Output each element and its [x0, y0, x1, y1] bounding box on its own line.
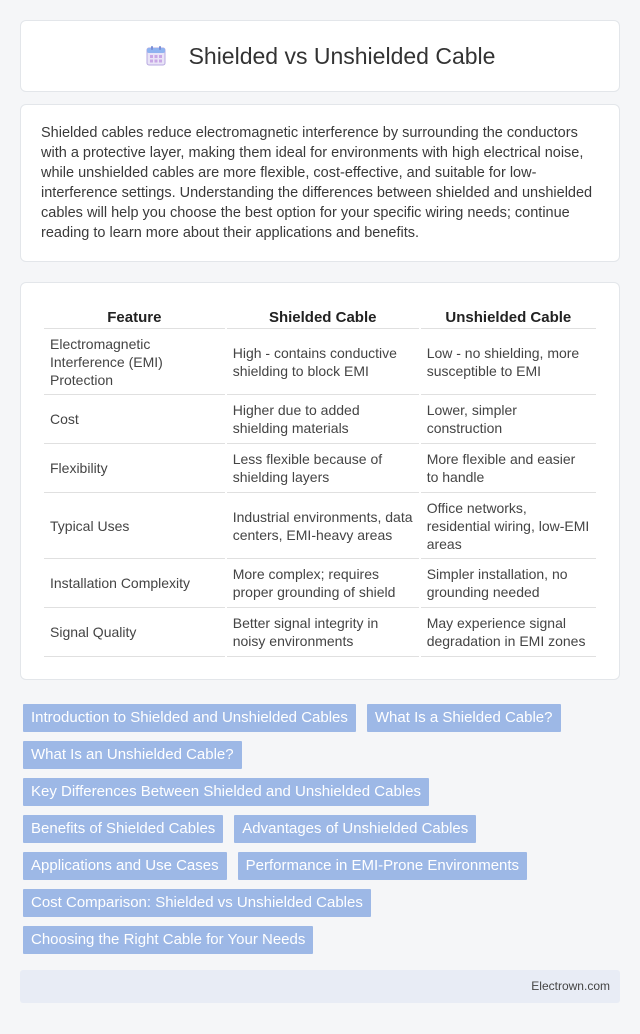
feature-cell: Signal Quality — [44, 608, 225, 657]
unshielded-cell: Simpler installation, no grounding needed — [421, 559, 596, 608]
table-row — [44, 395, 596, 444]
feature-cell: Cost — [44, 395, 225, 444]
feature-cell: Electromagnetic Interference (EMI) Protection — [44, 329, 225, 395]
topic-link-cost-comparison[interactable]: Cost Comparison: Shielded vs Unshielded Cables — [23, 889, 371, 917]
unshielded-cell: Low - no shielding, more susceptible to EMI — [421, 329, 596, 395]
column-header-unshielded: Unshielded Cable — [421, 301, 596, 329]
shielded-cell: High - contains conductive shielding to block EMI — [227, 329, 419, 395]
shielded-cell: More complex; requires proper grounding of shield — [227, 559, 419, 608]
footer-brand[interactable]: Electrown.com — [531, 979, 610, 993]
topic-link-emi-performance[interactable]: Performance in EMI-Prone Environments — [238, 852, 527, 880]
topic-link-choosing-cable[interactable]: Choosing the Right Cable for Your Needs — [23, 926, 313, 954]
shielded-cell: Industrial environments, data centers, EMI-heavy areas — [227, 493, 419, 559]
table-row — [44, 559, 596, 608]
comparison-table — [42, 301, 598, 657]
comparison-card — [20, 282, 620, 680]
column-header-shielded: Shielded Cable — [227, 301, 419, 329]
topic-link-what-is-unshielded[interactable]: What Is an Unshielded Cable? — [23, 741, 242, 769]
topic-link-applications[interactable]: Applications and Use Cases — [23, 852, 227, 880]
intro-card — [20, 104, 620, 262]
column-header-feature: Feature — [44, 301, 225, 329]
table-row — [44, 444, 596, 493]
topic-link-advantages-unshielded[interactable]: Advantages of Unshielded Cables — [234, 815, 476, 843]
unshielded-cell: Office networks, residential wiring, low-EMI areas — [421, 493, 596, 559]
unshielded-cell: More flexible and easier to handle — [421, 444, 596, 493]
feature-cell: Flexibility — [44, 444, 225, 493]
title-card — [20, 20, 620, 92]
topic-links — [20, 704, 620, 954]
calendar-icon — [145, 45, 167, 67]
intro-paragraph: Shielded cables reduce electromagnetic interference by surrounding the conductors with a protective layer, making them ideal for environments with high electrical noise, while unshielded cables are more flexible, cost-effective, and suitable for low-interference settings. Understanding the differences between shielded and unshielded cables will help you choose the best option for your specific wiring needs; continue reading to learn more about their applications and benefits. — [41, 125, 593, 241]
table-row — [44, 493, 596, 559]
unshielded-cell: May experience signal degradation in EMI zones — [421, 608, 596, 657]
topic-link-benefits-shielded[interactable]: Benefits of Shielded Cables — [23, 815, 223, 843]
topic-link-introduction[interactable]: Introduction to Shielded and Unshielded Cables — [23, 704, 356, 732]
unshielded-cell: Lower, simpler construction — [421, 395, 596, 444]
footer — [20, 970, 620, 1003]
page-title: Shielded vs Unshielded Cable — [188, 42, 496, 69]
shielded-cell: Less flexible because of shielding layers — [227, 444, 419, 493]
table-header-row — [44, 301, 596, 329]
shielded-cell: Higher due to added shielding materials — [227, 395, 419, 444]
feature-cell: Typical Uses — [44, 493, 225, 559]
table-row — [44, 608, 596, 657]
table-row — [44, 329, 596, 395]
topic-link-what-is-shielded[interactable]: What Is a Shielded Cable? — [367, 704, 561, 732]
shielded-cell: Better signal integrity in noisy environments — [227, 608, 419, 657]
topic-link-key-differences[interactable]: Key Differences Between Shielded and Unshielded Cables — [23, 778, 429, 806]
feature-cell: Installation Complexity — [44, 559, 225, 608]
